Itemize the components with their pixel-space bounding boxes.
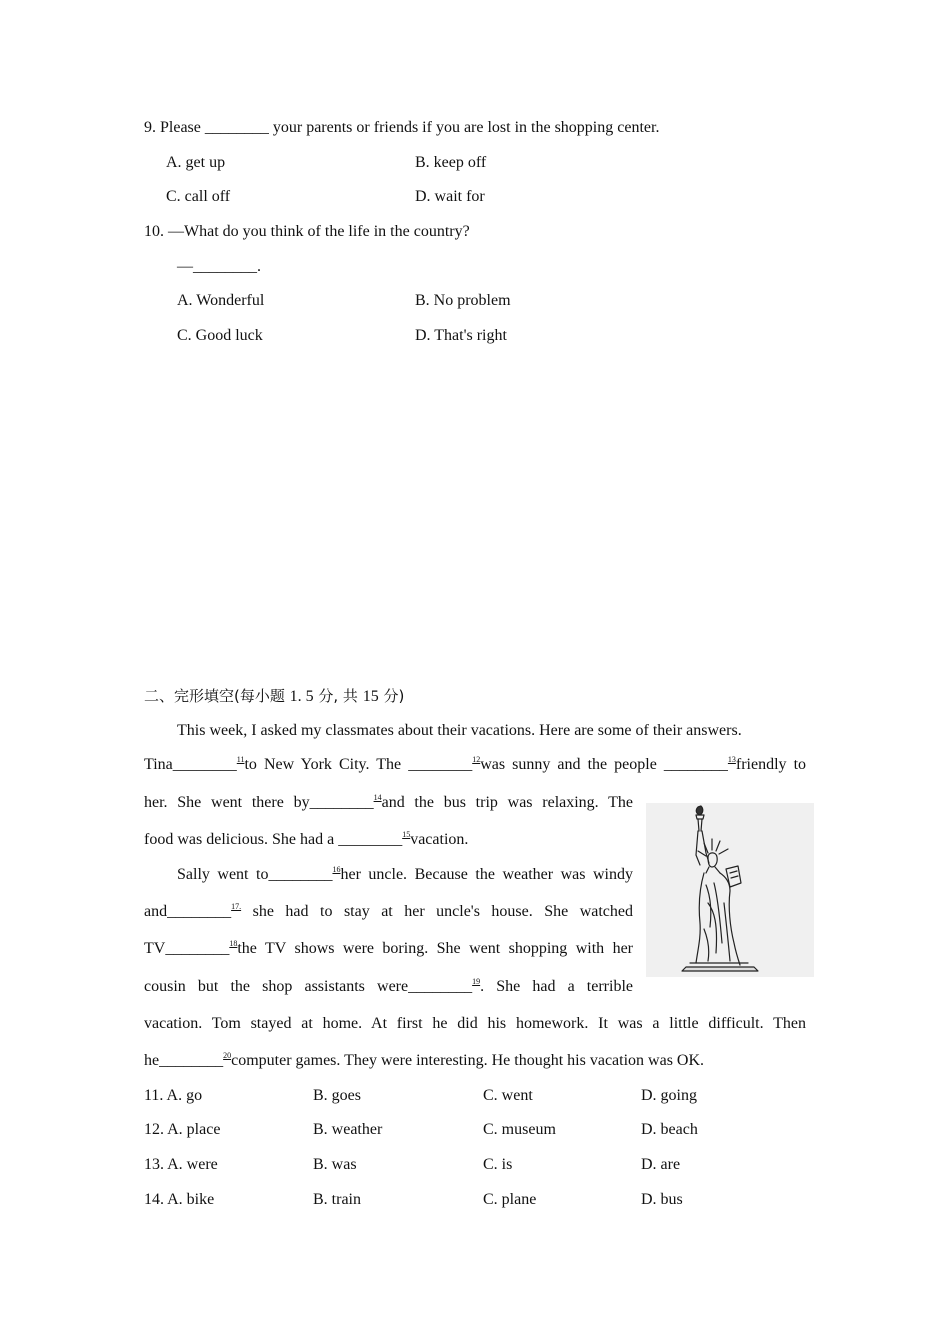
choice-row-14: 14. A. bike: [144, 1191, 215, 1208]
passage-line: Sally went to________$^{16}$her uncle. Because the weather was windy: [177, 865, 633, 883]
choice-11-c: C. went: [483, 1087, 533, 1104]
blank-number: 19: [472, 977, 481, 986]
question-10-stem: 10. —What do you think of the life in the country?: [144, 223, 470, 240]
q10-option-b: B. No problem: [415, 292, 511, 309]
passage-line: he________$^{20}$computer games. They were interesting. He thought his vacation was OK.: [144, 1051, 705, 1069]
choice-12-d: D. beach: [641, 1121, 698, 1138]
choice-13-c: C. is: [483, 1156, 513, 1173]
passage-line: cousin but the shop assistants were________$^{19}$. She had a terrible: [144, 977, 633, 995]
q10-option-a: A. Wonderful: [177, 292, 265, 309]
blank-number: 16: [332, 865, 341, 874]
blank-number: 15: [402, 830, 411, 839]
blank-number: 17.: [231, 902, 242, 911]
blank-number: 11: [236, 755, 245, 764]
passage-line: food was delicious. She had a ________$^{15}$vacation.: [144, 830, 469, 848]
blank-20: ________: [159, 1052, 224, 1069]
blank-number: 20: [223, 1051, 232, 1060]
blank-18: ________: [165, 940, 230, 957]
choice-row-13: 13. A. were: [144, 1156, 218, 1173]
q9-option-d: D. wait for: [415, 188, 485, 205]
question-9-stem: 9. Please ________ your parents or friends if you are lost in the shopping center.: [144, 119, 660, 136]
blank-11: ________: [172, 756, 237, 773]
blank-16: ________: [268, 866, 333, 883]
blank-number: 14: [373, 793, 382, 802]
choice-row-12: 12. A. place: [144, 1121, 221, 1138]
blank-number: 18: [229, 939, 238, 948]
choice-row-11: 11. A. go: [144, 1087, 203, 1104]
passage-line: Tina________$^{11}$to New York City. The ________$^{12}$was sunny and the people ________$^{13}$friendly to: [144, 755, 807, 773]
blank-14: ________: [309, 794, 374, 811]
q10-option-d: D. That's right: [415, 327, 507, 344]
q9-option-b: B. keep off: [415, 154, 487, 171]
passage-line: vacation. Tom stayed at home. At first he did his homework. It was a little difficult. Then: [144, 1015, 806, 1032]
passage-intro: This week, I asked my classmates about their vacations. Here are some of their answers.: [177, 722, 742, 739]
blank-15: ________: [338, 831, 403, 848]
statue-of-liberty-image: [646, 803, 814, 977]
choice-13-d: D. are: [641, 1156, 681, 1173]
blank-12: ________: [408, 756, 473, 773]
choice-13-b: B. was: [313, 1156, 357, 1173]
passage-line: her. She went there by________$^{14}$and the bus trip was relaxing. The: [144, 793, 634, 811]
question-10-answer-line: —________.: [177, 258, 261, 275]
choice-11-b: B. goes: [313, 1087, 361, 1104]
blank-number: 12: [472, 755, 481, 764]
choice-14-c: C. plane: [483, 1191, 537, 1208]
choice-14-b: B. train: [313, 1191, 361, 1208]
blank-13: ________: [663, 756, 728, 773]
choice-12-b: B. weather: [313, 1121, 383, 1138]
choice-11-d: D. going: [641, 1087, 697, 1104]
blank-19: ________: [408, 978, 473, 995]
passage-line: and________$^{17.}$ she had to stay at her uncle's house. She watched: [144, 902, 634, 920]
blank-number: 13: [727, 755, 736, 764]
blank-17: ________: [167, 903, 232, 920]
section-heading: 二、完形填空(每小题 1. 5 分, 共 15 分): [144, 687, 405, 705]
q10-option-c: C. Good luck: [177, 327, 263, 344]
choice-14-d: D. bus: [641, 1191, 683, 1208]
q9-option-a: A. get up: [166, 154, 226, 171]
passage-line: TV________$^{18}$the TV shows were boring. She went shopping with her: [144, 939, 633, 957]
choice-12-c: C. museum: [483, 1121, 556, 1138]
q9-option-c: C. call off: [166, 188, 231, 205]
